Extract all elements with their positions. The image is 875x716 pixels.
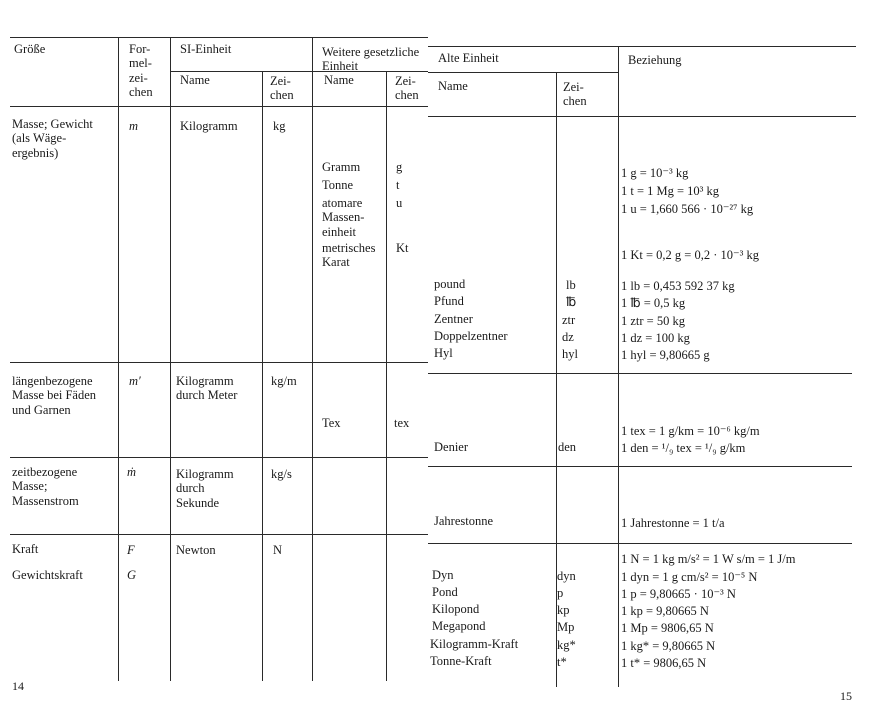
alt-pond-zeichen: p — [557, 586, 564, 600]
laengen-si-name: Kilogramm durch Meter — [176, 374, 238, 403]
rel-atomare: 1 u = 1,660 566 · 10⁻²⁷ kg — [621, 202, 754, 216]
alt-zentner-rel: 1 ztr = 50 kg — [621, 314, 685, 328]
atomare-zeichen: u — [396, 196, 403, 210]
r-row-rule-2 — [428, 466, 852, 467]
alt-pond-rel: 1 p = 9,80665 · 10⁻³ N — [621, 587, 736, 601]
alt-megapond-name: Megapond — [432, 619, 486, 633]
zeit-groesse: zeitbezogene Masse; Massenstrom — [12, 465, 79, 508]
alt-pfund-name: Pfund — [434, 294, 464, 308]
karat-zeichen: Kt — [396, 241, 409, 255]
tonne-name: Tonne — [322, 178, 354, 192]
alt-pound-name: pound — [434, 277, 466, 291]
alt-pfund-zeichen: ℔ — [566, 295, 577, 309]
kraft-si-zeichen: N — [273, 543, 283, 557]
masse-formel: m — [129, 119, 139, 133]
kraft-si-name: Newton — [176, 543, 216, 557]
alt-doppelzentner-zeichen: dz — [562, 330, 574, 344]
kraft-formel: F — [127, 543, 135, 557]
r-row-rule-1 — [428, 373, 852, 374]
rel-tex: 1 tex = 1 g/km = 10⁻⁶ kg/m — [621, 424, 760, 438]
top-rule — [10, 37, 428, 38]
alt-denier-rel: 1 den = ¹/₉ tex = ¹/₉ g/km — [621, 441, 746, 455]
r-top-rule — [428, 46, 856, 47]
right-page — [428, 0, 875, 716]
left-page — [0, 0, 428, 716]
header-alte-name: Name — [438, 79, 468, 93]
alt-tonnekraft-name: Tonne-Kraft — [430, 654, 492, 668]
header-weitere-einheit: Einheit — [322, 59, 359, 73]
alt-jahrestonne-name: Jahrestonne — [434, 514, 494, 528]
alt-pond-name: Pond — [432, 585, 458, 599]
page-number-left: 14 — [12, 679, 24, 693]
alt-hyl-zeichen: hyl — [562, 347, 578, 361]
alt-kgkraft-rel: 1 kg* = 9,80665 N — [621, 639, 716, 653]
kraft-groesse: Kraft — [12, 542, 39, 556]
r-col-rule-2 — [618, 46, 619, 687]
gramm-zeichen: g — [396, 160, 403, 174]
col-rule-2 — [170, 37, 171, 681]
alt-kilopond-zeichen: kp — [557, 603, 570, 617]
col-rule-1 — [118, 37, 119, 681]
row-rule-3 — [10, 534, 428, 535]
alt-hyl-rel: 1 hyl = 9,80665 g — [621, 348, 710, 362]
header-si-zeichen: Zei- chen — [270, 74, 294, 103]
header-weitere: Weitere gesetzliche — [322, 45, 420, 59]
r-row-rule-3 — [428, 543, 852, 544]
row-rule-2 — [10, 457, 428, 458]
alt-pound-rel: 1 lb = 0,453 592 37 kg — [621, 279, 735, 293]
header-alte-einheit: Alte Einheit — [438, 51, 499, 65]
alt-zentner-zeichen: ztr — [562, 313, 576, 327]
laengen-groesse: längenbezogene Masse bei Fäden und Garnen — [12, 374, 97, 417]
masse-si-name: Kilogramm — [180, 119, 238, 133]
rel-tonne: 1 t = 1 Mg = 10³ kg — [621, 184, 720, 198]
header-beziehung: Beziehung — [628, 53, 682, 67]
header-weitere-zeichen: Zei- chen — [395, 74, 419, 103]
alt-kilopond-rel: 1 kp = 9,80665 N — [621, 604, 709, 618]
tonne-zeichen: t — [396, 178, 400, 192]
header-sub-rule — [170, 71, 428, 72]
col-rule-5 — [386, 71, 387, 681]
gewichtskraft-groesse: Gewichtskraft — [12, 568, 83, 582]
rel-newton: 1 N = 1 kg m/s² = 1 W s/m = 1 J/m — [621, 552, 796, 566]
header-groesse: Größe — [14, 42, 46, 56]
alt-dyn-name: Dyn — [432, 568, 454, 582]
alt-zentner-name: Zentner — [434, 312, 473, 326]
alt-jahrestonne-rel: 1 Jahrestonne = 1 t/a — [621, 516, 725, 530]
atomare-name: atomare Massen- einheit — [322, 196, 365, 239]
header-formelzeichen: For- mel- zei- chen — [129, 42, 153, 100]
laengen-si-zeichen: kg/m — [271, 374, 297, 388]
alt-kgkraft-zeichen: kg* — [557, 638, 576, 652]
alt-dyn-zeichen: dyn — [557, 569, 576, 583]
col-rule-4 — [312, 37, 313, 681]
masse-si-zeichen: kg — [273, 119, 286, 133]
alt-denier-name: Denier — [434, 440, 469, 454]
header-bottom-rule — [10, 106, 428, 107]
gramm-name: Gramm — [322, 160, 361, 174]
alt-megapond-rel: 1 Mp = 9806,65 N — [621, 621, 714, 635]
header-si-name: Name — [180, 73, 210, 87]
header-alte-zeichen: Zei- chen — [563, 80, 587, 109]
alt-pfund-rel: 1 ℔ = 0,5 kg — [621, 296, 686, 310]
alt-hyl-name: Hyl — [434, 346, 453, 360]
header-si-einheit: SI-Einheit — [180, 42, 232, 56]
zeit-si-name: Kilogramm durch Sekunde — [176, 467, 234, 510]
page-number-right: 15 — [840, 689, 852, 703]
karat-name: metrisches Karat — [322, 241, 376, 270]
zeit-formel: ṁ — [127, 465, 137, 479]
alt-doppelzentner-rel: 1 dz = 100 kg — [621, 331, 690, 345]
header-weitere-name: Name — [324, 73, 354, 87]
alt-pound-zeichen: lb — [566, 278, 576, 292]
row-rule-1 — [10, 362, 428, 363]
alt-denier-zeichen: den — [558, 440, 577, 454]
alt-megapond-zeichen: Mp — [557, 620, 575, 634]
alt-kilopond-name: Kilopond — [432, 602, 480, 616]
masse-groesse: Masse; Gewicht (als Wäge- ergebnis) — [12, 117, 93, 160]
alt-doppelzentner-name: Doppelzentner — [434, 329, 508, 343]
zeit-si-zeichen: kg/s — [271, 467, 292, 481]
rel-karat: 1 Kt = 0,2 g = 0,2 · 10⁻³ kg — [621, 248, 759, 262]
r-sub-rule — [428, 72, 618, 73]
alt-tonnekraft-zeichen: t* — [557, 655, 567, 669]
alt-dyn-rel: 1 dyn = 1 g cm/s² = 10⁻⁵ N — [621, 570, 758, 584]
alt-tonnekraft-rel: 1 t* = 9806,65 N — [621, 656, 707, 670]
gewichtskraft-formel: G — [127, 568, 137, 582]
col-rule-3 — [262, 71, 263, 681]
r-header-bottom-rule — [428, 116, 856, 117]
tex-name: Tex — [322, 416, 341, 430]
tex-zeichen: tex — [394, 416, 410, 430]
alt-kgkraft-name: Kilogramm-Kraft — [430, 637, 519, 651]
laengen-formel: m′ — [129, 374, 141, 388]
rel-gramm: 1 g = 10⁻³ kg — [621, 166, 689, 180]
